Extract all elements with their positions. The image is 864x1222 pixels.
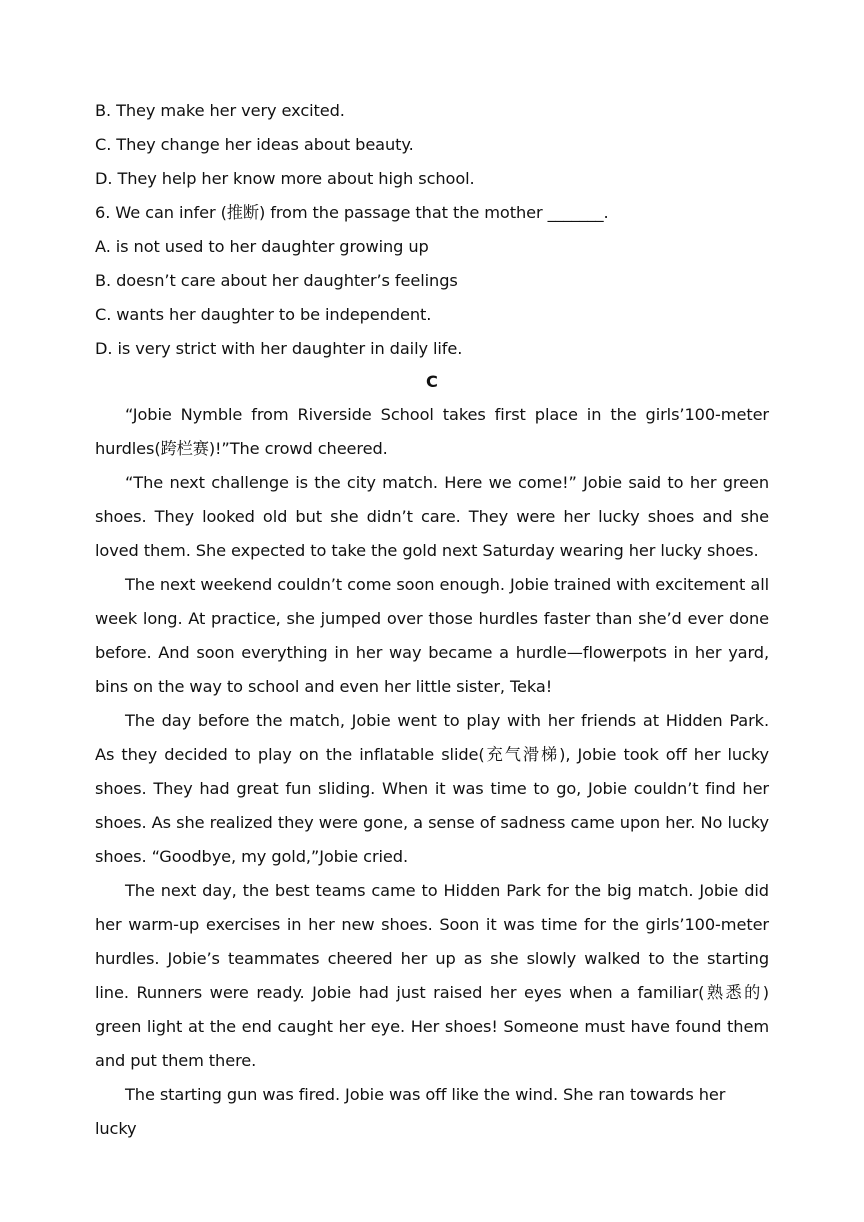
option-c-q5: C. They change her ideas about beauty. xyxy=(95,135,414,154)
option-b-q5: B. They make her very excited. xyxy=(95,101,345,120)
option-d-q6: D. is very strict with her daughter in daily life. xyxy=(95,339,463,358)
option-a-q6: A. is not used to her daughter growing up xyxy=(95,237,429,256)
paragraph-5: The next day, the best teams came to Hidden Park for the big match. Jobie did her warm-up exercises in her new shoes. Soon it was time for the girls’100-meter hurdles. Jobie’s teammates cheered her up as she slowly walked to the starting line. Runners were ready. Jobie had just raised her eyes when a familiar(熟悉的) green light at the end caught her eye. Her shoes! Someone must have found them and put them there. xyxy=(95,881,769,1070)
option-b-q6: B. doesn’t care about her daughter’s feelings xyxy=(95,271,458,290)
document-page xyxy=(95,94,769,1146)
section-heading: C xyxy=(426,372,438,391)
option-d-q5: D. They help her know more about high school. xyxy=(95,169,475,188)
paragraph-3: The next weekend couldn’t come soon enough. Jobie trained with excitement all week long. At practice, she jumped over those hurdles faster than she’d ever done before. And soon everything in her way became a hurdle—flowerpots in her yard, bins on the way to school and even her little sister, Teka! xyxy=(95,575,769,696)
paragraph-2: “The next challenge is the city match. Here we come!” Jobie said to her green shoes. They looked old but she didn’t care. They were her lucky shoes and she loved them. She expected to take the gold next Saturday wearing her lucky shoes. xyxy=(95,473,769,560)
question-6: 6. We can infer (推断) from the passage that the mother _______. xyxy=(95,203,609,222)
option-c-q6: C. wants her daughter to be independent. xyxy=(95,305,432,324)
paragraph-4: The day before the match, Jobie went to play with her friends at Hidden Park. As they decided to play on the inflatable slide(充气滑梯), Jobie took off her lucky shoes. They had great fun sliding. When it was time to go, Jobie couldn’t find her shoes. As she realized they were gone, a sense of sadness came upon her. No lucky shoes. “Goodbye, my gold,”Jobie cried. xyxy=(95,711,769,866)
paragraph-1: “Jobie Nymble from Riverside School takes first place in the girls’100-meter hurdles(跨栏赛)!”The crowd cheered. xyxy=(95,405,769,458)
paragraph-6: The starting gun was fired. Jobie was off like the wind. She ran towards her lucky xyxy=(95,1085,726,1138)
